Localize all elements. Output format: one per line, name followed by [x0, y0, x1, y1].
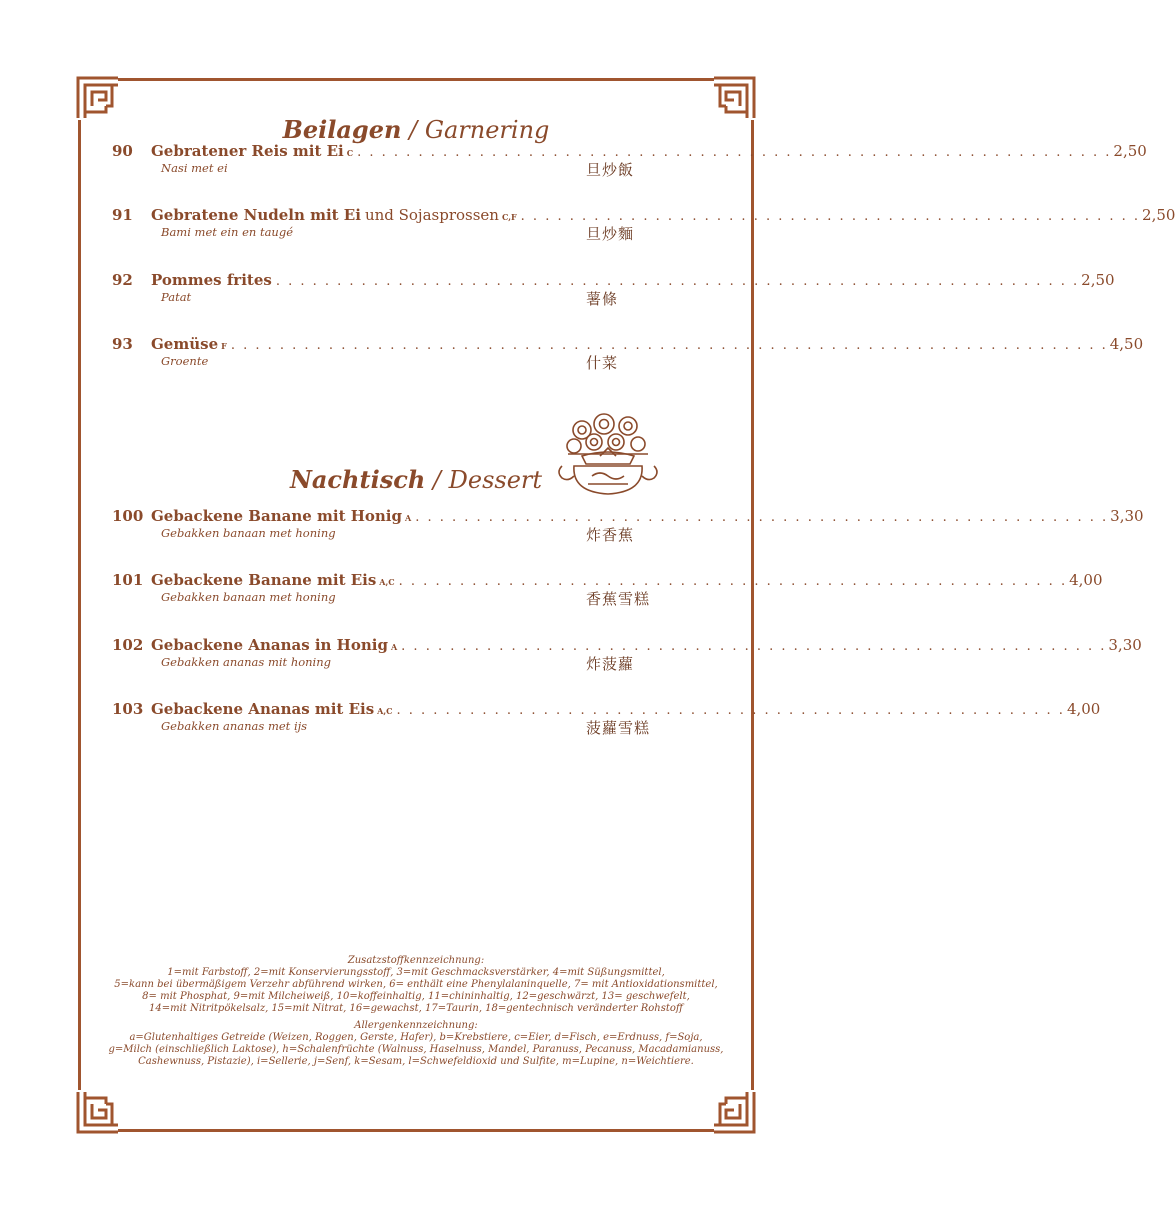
section-title-separator: / — [432, 466, 441, 494]
item-allergens: C — [346, 148, 354, 158]
menu-item — [112, 271, 1115, 311]
menu-item — [112, 700, 1101, 740]
leader-dots: . . . . . . . . . . . . . . . . . . . . . . . . . . . . . . . . . . . . . . . . . . . . . . . . . . . . . . . . . . — [401, 639, 1107, 654]
item-price: 3,30 — [1108, 636, 1142, 654]
frame-border-right — [751, 120, 754, 1090]
menu-item — [112, 507, 1144, 547]
item-name-extra: und Sojasprossen — [364, 206, 499, 224]
item-number: 102 — [112, 636, 144, 654]
leader-dots: . . . . . . . . . . . . . . . . . . . . . . . . . . . . . . . . . . . . . . . . . . . . . . . . . . . — [520, 209, 1141, 224]
frame-corner-ornament — [76, 76, 120, 120]
item-number: 91 — [112, 206, 133, 224]
additives-legend — [100, 955, 732, 1015]
leader-dots: . . . . . . . . . . . . . . . . . . . . . . . . . . . . . . . . . . . . . . . . . . . . . . . . . . . . . . . . . . . . . . . . . . — [275, 274, 1080, 289]
additives-line: 5=kann bei übermäßigem Verzehr abführend wirken, 6= enthält eine Phenylalaninquelle, 7= mit Antioxidationsmittel, — [114, 979, 718, 990]
item-number: 103 — [112, 700, 144, 718]
item-name: Gebackene Ananas in Honig — [151, 636, 388, 654]
item-subtitle: Gebakken banaan met honing — [161, 590, 336, 604]
item-price: 2,50 — [1081, 271, 1115, 289]
section-title-de: Beilagen — [282, 115, 402, 144]
allergens-legend — [100, 1020, 732, 1068]
item-subtitle: Bami met ein en taugé — [161, 225, 293, 239]
item-name: Pommes frites — [151, 271, 272, 289]
item-name: Gebratener Reis mit Ei — [151, 142, 344, 160]
item-price: 2,50 — [1142, 206, 1175, 224]
item-allergens: A,C — [377, 706, 393, 716]
item-number: 101 — [112, 571, 144, 589]
item-chinese-name: 旦炒麵 — [586, 225, 635, 243]
allergens-title: Allergenkennzeichnung: — [354, 1020, 478, 1031]
item-chinese-name: 旦炒飯 — [586, 161, 635, 179]
footnotes — [100, 955, 732, 1073]
menu-item — [112, 571, 1103, 611]
leader-dots: . . . . . . . . . . . . . . . . . . . . . . . . . . . . . . . . . . . . . . . . . . . . . . . . . . . . . . . . . . . . . . — [357, 145, 1112, 160]
item-allergens: A — [390, 642, 398, 652]
item-chinese-name: 菠蘿雪糕 — [586, 719, 651, 737]
item-number: 93 — [112, 335, 133, 353]
item-chinese-name: 薯條 — [586, 290, 619, 308]
item-name: Gebratene Nudeln mit Ei — [151, 206, 361, 224]
item-name: Gebackene Banane mit Eis — [151, 571, 377, 589]
item-subtitle: Gebakken ananas mit honing — [161, 655, 331, 669]
item-price: 4,00 — [1066, 700, 1101, 718]
frame-border-top — [118, 78, 714, 81]
item-number: 92 — [112, 271, 133, 289]
section-title-nachtisch — [0, 465, 832, 494]
allergens-line: Cashewnuss, Pistazie), i=Sellerie, j=Senf, k=Sesam, l=Schwefeldioxid und Sulfite, m=Lupine, n=Weichtiere. — [138, 1056, 694, 1067]
menu-item — [112, 206, 1175, 246]
item-subtitle: Patat — [161, 290, 192, 304]
item-number: 90 — [112, 142, 133, 160]
item-allergens: F — [221, 341, 227, 351]
item-subtitle: Groente — [161, 354, 209, 368]
section-title-nl: Garnering — [424, 116, 550, 144]
leader-dots: . . . . . . . . . . . . . . . . . . . . . . . . . . . . . . . . . . . . . . . . . . . . . . . . . . . . . . . . . . . . . . . . . . . . . . . . — [230, 338, 1108, 353]
section-title-nl: Dessert — [448, 466, 543, 494]
item-number: 100 — [112, 507, 144, 525]
allergens-line: a=Glutenhaltiges Getreide (Weizen, Roggen, Gerste, Hafer), b=Krebstiere, c=Eier, d=Fisch, e=Erdnuss, f=Soja, — [129, 1032, 703, 1043]
item-subtitle: Gebakken ananas met ijs — [161, 719, 308, 733]
frame-border-bottom — [118, 1129, 714, 1132]
item-subtitle: Gebakken banaan met honing — [161, 526, 336, 540]
item-name: Gebackene Ananas mit Eis — [151, 700, 375, 718]
item-chinese-name: 炸菠蘿 — [586, 655, 635, 673]
item-name: Gebackene Banane mit Honig — [151, 507, 402, 525]
frame-border-left — [78, 120, 81, 1090]
item-price: 4,00 — [1069, 571, 1103, 589]
item-chinese-name: 什菜 — [586, 354, 619, 372]
leader-dots: . . . . . . . . . . . . . . . . . . . . . . . . . . . . . . . . . . . . . . . . . . . . . . . . . . . . . . . — [396, 703, 1065, 718]
item-price: 4,50 — [1109, 335, 1144, 353]
frame-corner-ornament — [712, 1090, 756, 1134]
item-allergens: A — [405, 513, 412, 523]
item-chinese-name: 香蕉雪糕 — [586, 590, 651, 608]
section-title-beilagen — [0, 115, 832, 144]
allergens-line: g=Milch (einschließlich Laktose), h=Schalenfrüchte (Walnuss, Haselnuss, Mandel, Paranuss, Pecanuss, Macadamianuss, — [108, 1044, 724, 1055]
item-price: 3,30 — [1110, 507, 1144, 525]
item-allergens: C,F — [501, 212, 517, 222]
leader-dots: . . . . . . . . . . . . . . . . . . . . . . . . . . . . . . . . . . . . . . . . . . . . . . . . . . . . . . . — [398, 574, 1068, 589]
leader-dots: . . . . . . . . . . . . . . . . . . . . . . . . . . . . . . . . . . . . . . . . . . . . . . . . . . . . . . . . . — [415, 510, 1109, 525]
menu-item — [112, 142, 1147, 182]
menu-item — [112, 335, 1144, 375]
additives-line: 14=mit Nitritpökelsalz, 15=mit Nitrat, 16=gewachst, 17=Taurin, 18=gentechnisch veränderter Rohstoff — [148, 1003, 684, 1014]
additives-line: 1=mit Farbstoff, 2=mit Konservierungsstoff, 3=mit Geschmacksverstärker, 4=mit Süßungsmittel, — [167, 967, 665, 978]
frame-corner-ornament — [712, 76, 756, 120]
additives-line: 8= mit Phosphat, 9=mit Milcheiweiß, 10=koffeinhaltig, 11=chininhaltig, 12=geschwärzt, 13= geschwefelt, — [142, 991, 690, 1002]
additives-title: Zusatzstoffkennzeichnung: — [347, 955, 485, 966]
section-title-separator: / — [409, 116, 418, 144]
frame-corner-ornament — [76, 1090, 120, 1134]
menu-item — [112, 636, 1142, 676]
item-allergens: A,C — [379, 577, 395, 587]
section-title-de: Nachtisch — [289, 465, 426, 494]
item-subtitle: Nasi met ei — [161, 161, 228, 175]
item-chinese-name: 炸香蕉 — [586, 526, 635, 544]
item-price: 2,50 — [1113, 142, 1147, 160]
item-name: Gemüse — [151, 335, 219, 353]
